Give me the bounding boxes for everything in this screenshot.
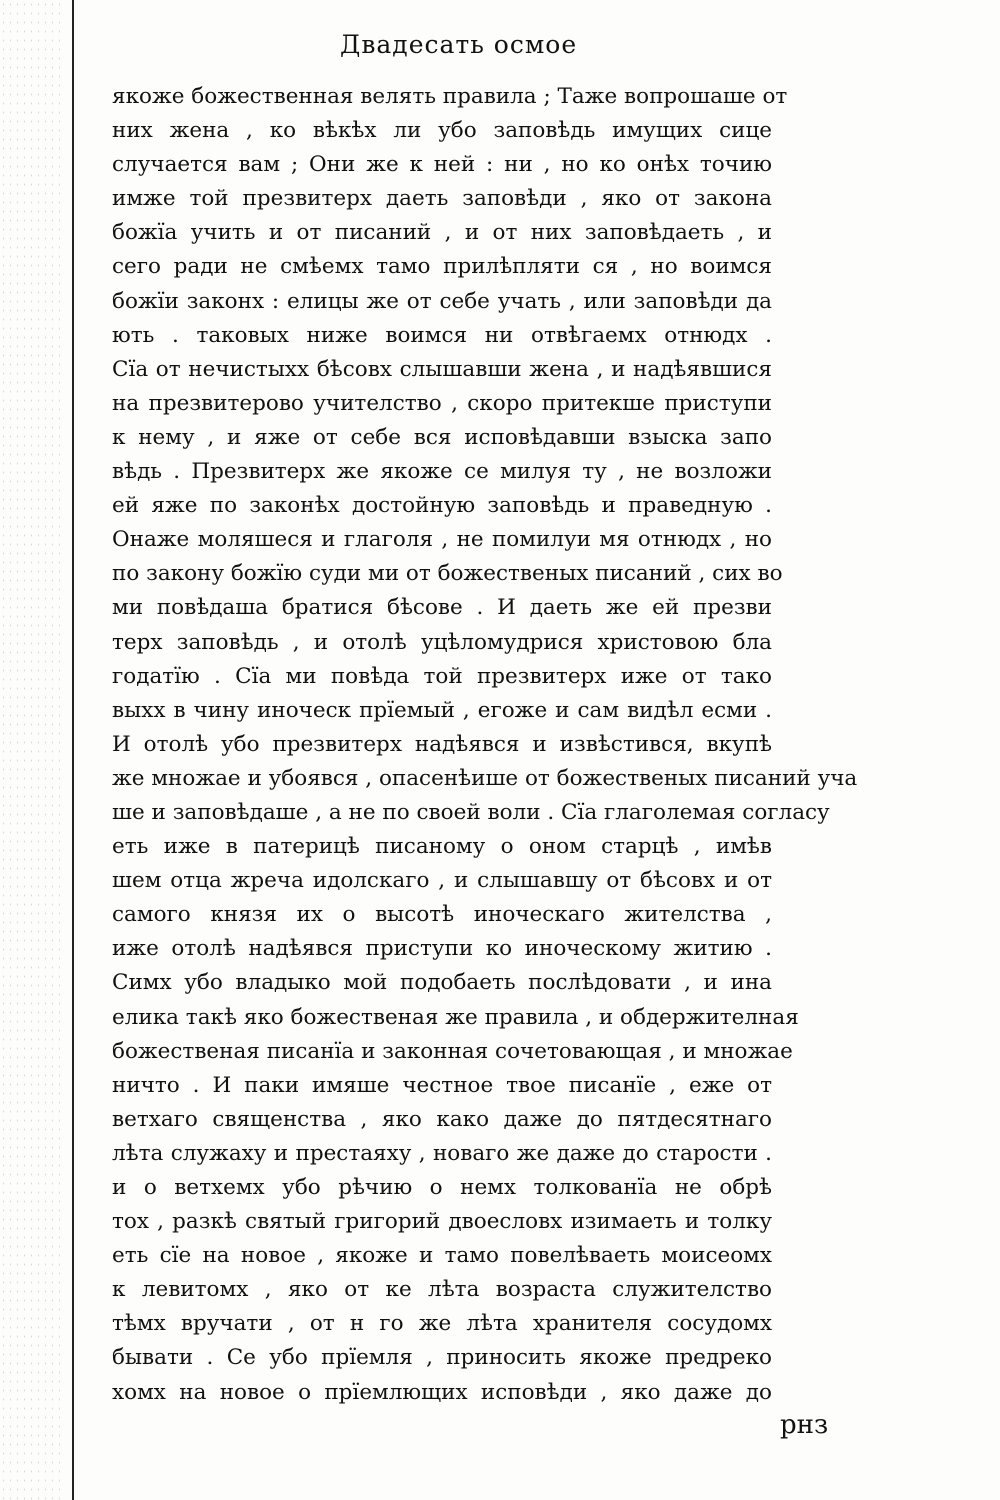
text-block bbox=[112, 80, 858, 1410]
text-line: случается вам ; Они же к ней : ни , но ко онѣх точию bbox=[112, 152, 772, 178]
text-line: иже отолѣ надѣявся приступи ко иноческому житию . bbox=[112, 936, 772, 962]
text-line: божїи законх : елицы же от себе учать , или заповѣди да bbox=[112, 288, 772, 314]
text-line: якоже божественная велять правила ; Таже вопрошаше от bbox=[112, 84, 788, 109]
text-line: бывати . Се убо прїемля , приносить якоже предреко bbox=[112, 1345, 772, 1371]
text-line: божїа учить и от писаний , и от них заповѣдаеть , и bbox=[112, 220, 772, 246]
text-line: ветхаго священства , яко како даже до пятдесятнаго bbox=[112, 1106, 772, 1132]
text-line: выхх в чину иноческ прїемый , егоже и сам видѣл есми . bbox=[112, 697, 772, 723]
text-line: Онаже моляшеся и глаголя , не помилуи мя отнюдх , но bbox=[112, 527, 772, 553]
text-line: елика такѣ яко божественая же правила , и обдержителная bbox=[112, 1004, 799, 1030]
text-line: вѣдь . Презвитерх же якоже се милуя ту , не возложи bbox=[112, 459, 772, 485]
text-line: ей яже по законѣх достойную заповѣдь и праведную . bbox=[112, 493, 772, 519]
text-line: еть сїе на новое , якоже и тамо повелѣваеть моисеомх bbox=[112, 1243, 772, 1269]
text-line: по закону божїю суди ми от божественых писаний , сих во bbox=[112, 561, 783, 587]
binding-edge-line bbox=[72, 0, 74, 1500]
text-line: ше и заповѣдаше , а не по своей воли . Сїа глаголемая согласу bbox=[112, 799, 830, 825]
text-line: тох , разкѣ святый григорий двоесловх изимаеть и толку bbox=[112, 1209, 772, 1235]
text-line: к нему , и яже от себе вся исповѣдавши взыска запо bbox=[112, 424, 772, 450]
text-line: ничто . И паки имяше честное твое писанїе , еже от bbox=[112, 1072, 772, 1098]
folio-number: рнз bbox=[780, 1410, 829, 1440]
text-line: имже той презвитерх даеть заповѣди , яко от закона bbox=[112, 186, 772, 212]
running-head: Двадесать осмое bbox=[340, 30, 578, 59]
page-margin-speckle bbox=[0, 0, 60, 1500]
text-line: них жена , ко вѣкѣх ли убо заповѣдь имущих сице bbox=[112, 118, 772, 144]
text-line: сего ради не смѣемх тамо прилѣпляти ся , но воимся bbox=[112, 254, 772, 280]
text-line: терх заповѣдь , и отолѣ уцѣломудрися христовою бла bbox=[112, 629, 772, 655]
text-line: Сїа от нечистыхх бѣсовх слышавши жена , и надѣявшися bbox=[112, 356, 772, 382]
text-line: на презвитерово учителство , скоро притекше приступи bbox=[112, 390, 772, 416]
text-line: годатїю . Сїа ми повѣда той презвитерх иже от тако bbox=[112, 663, 772, 689]
text-line: же множае и убоявся , опасенѣише от божественых писаний уча bbox=[112, 765, 858, 791]
text-line: хомх на новое о прїемлющих исповѣди , яко даже до bbox=[112, 1379, 772, 1405]
text-line: лѣта служаху и престаяху , новаго же даже до старости . bbox=[112, 1140, 772, 1166]
text-line: Симх убо владыко мой подобаеть послѣдовати , и ина bbox=[112, 970, 772, 996]
text-line: и о ветхемх убо рѣчию о немх толкованїа не обрѣ bbox=[112, 1175, 772, 1200]
text-line: шем отца жреча идолскаго , и слышавшу от бѣсовх и от bbox=[112, 868, 772, 894]
text-line: божественая писанїа и законная сочетовающая , и множае bbox=[112, 1038, 793, 1064]
text-line: к левитомх , яко от ке лѣта возраста служителство bbox=[112, 1277, 772, 1303]
text-line: тѣмх вручати , от н го же лѣта хранителя сосудомх bbox=[112, 1311, 772, 1337]
text-line: И отолѣ убо презвитерх надѣявся и извѣстився, вкупѣ bbox=[112, 731, 772, 757]
text-line: самого князя их о высотѣ иноческаго жителства , bbox=[112, 902, 772, 928]
text-line: ми повѣдаша братися бѣсове . И даеть же ей презви bbox=[112, 595, 772, 621]
text-line: ють . таковых ниже воимся ни отвѣгаемх отнюдх . bbox=[112, 322, 772, 348]
text-line: еть иже в патерицѣ писаному о оном старцѣ , имѣв bbox=[112, 834, 772, 860]
